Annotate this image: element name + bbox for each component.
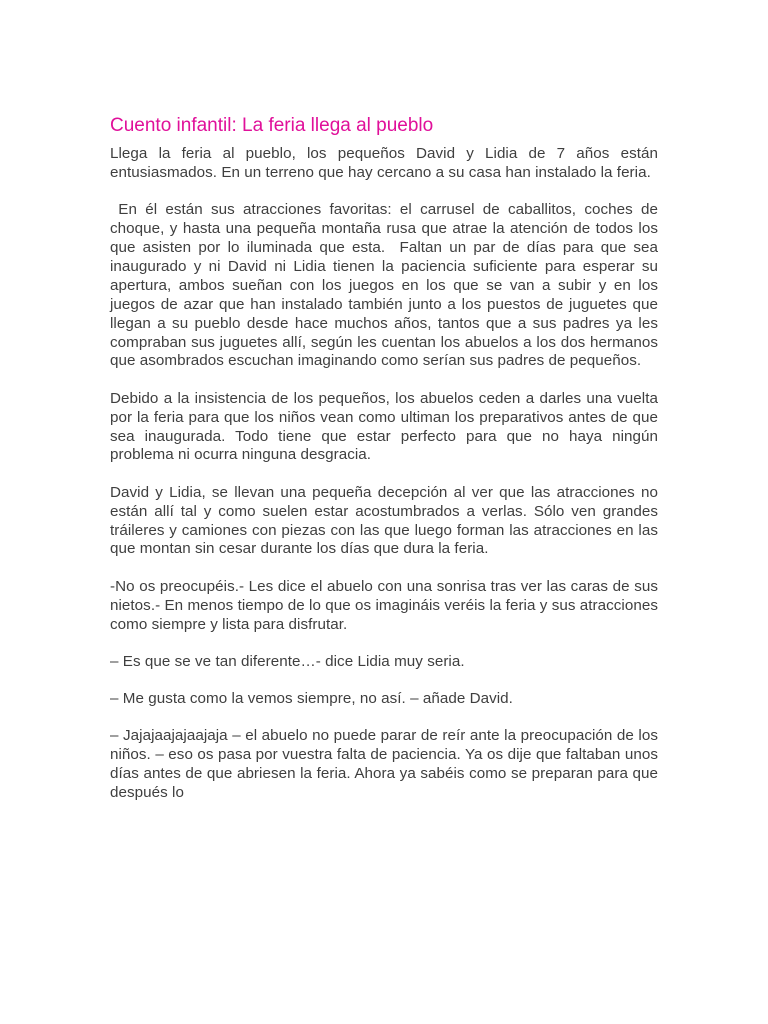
document-page — [110, 114, 663, 822]
story-title: Cuento infantil: La feria llega al pueblo — [110, 115, 434, 136]
paragraph-3: Debido a la insistencia de los pequeños, los abuelos ceden a darles una vuelta por la feria para que los niños vean como ultiman los preparativos antes de que sea inaugurada. Todo tiene que estar perfecto para que no haya ningún problema ni ocurra ninguna desgracia. — [110, 389, 663, 464]
paragraph-7: – Me gusta como la vemos siempre, no así. – añade David. — [110, 690, 513, 708]
paragraph-4: David y Lidia, se llevan una pequeña decepción al ver que las atracciones no están allí tal y como suelen estar acostumbrados a verlas. Sólo ven grandes tráileres y camiones con piezas con las que luego forman las atracciones en las que montan sin cesar durante los días que dura la feria. — [110, 483, 663, 558]
paragraph-2: En él están sus atracciones favoritas: el carrusel de caballitos, coches de choque, y hasta una pequeña montaña rusa que atrae la atención de todos los que asisten por lo iluminada que esta. Faltan un par de días para que sea inaugurado y ni David ni Lidia tienen la paciencia suficiente para esperar su apertura, ambos sueñan con los juegos en los que se van a subir y en los juegos de azar que han instalado también junto a los puestos de juguetes que llegan a su pueblo desde hace muchos años, tantos que a sus padres ya les compraban sus juguetes allí, según les cuentan los abuelos a los dos hermanos que asombrados escuchan imaginando como serían sus padres de pequeños. — [110, 201, 663, 370]
paragraph-6: – Es que se ve tan diferente…- dice Lidia muy seria. — [110, 652, 465, 670]
paragraph-1: Llega la feria al pueblo, los pequeños David y Lidia de 7 años están entusiasmados. En un terreno que hay cercano a su casa han instalado la feria. — [110, 145, 663, 181]
paragraph-5: -No os preocupéis.- Les dice el abuelo con una sonrisa tras ver las caras de sus nietos.- En menos tiempo de lo que os imagináis veréis la feria y sus atracciones como siempre y lista para disfrutar. — [110, 577, 663, 633]
paragraph-8: – Jajajaajajaajaja – el abuelo no puede parar de reír ante la preocupación de los niños. – eso os pasa por vuestra falta de paciencia. Ya os dije que faltaban unos días antes de que abriesen la feria. Ahora ya sabéis como se preparan para que después lo — [110, 727, 663, 802]
